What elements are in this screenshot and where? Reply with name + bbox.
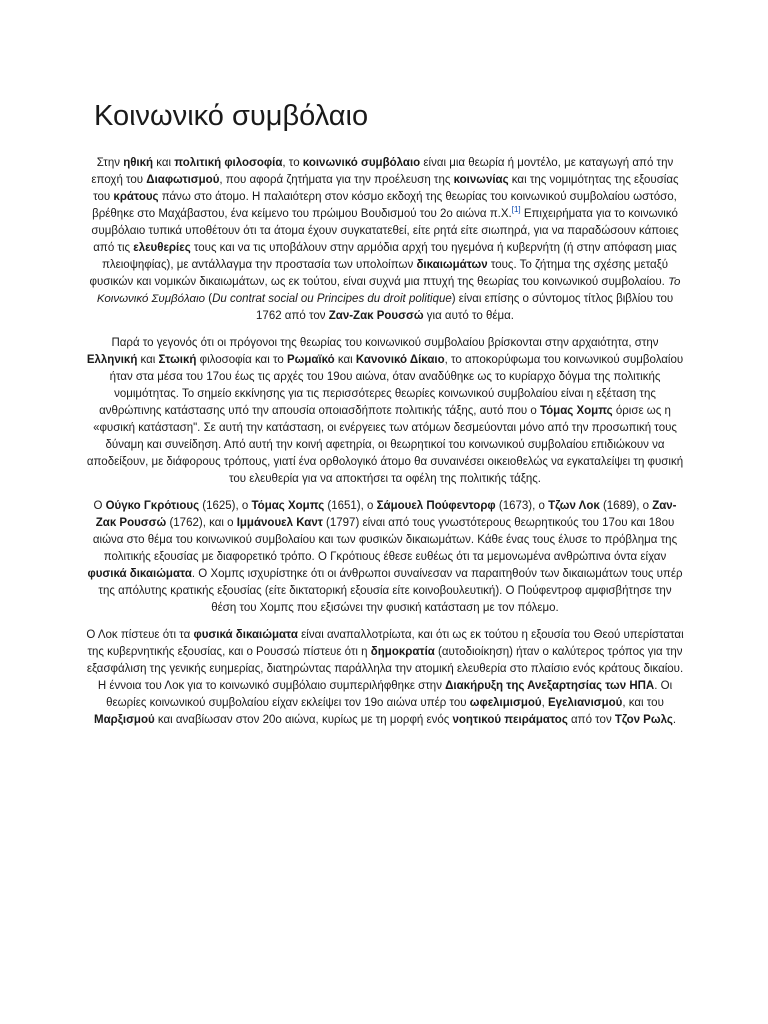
text-run: , το [282, 157, 303, 169]
linked-term: ελευθερίες [133, 242, 191, 254]
text-run: (1689), ο [599, 500, 653, 512]
text-run: (1625), ο [199, 500, 252, 512]
linked-term: Κανονικό Δίκαιο [355, 354, 445, 366]
text-run: Ο [93, 500, 106, 512]
text-run: Παρά το γεγονός ότι οι πρόγονοι της θεωρίας του κοινωνικού συμβολαίου βρίσκονται στην αρχαιότητα, στην [111, 337, 659, 349]
linked-term: δικαιωμάτων [416, 259, 488, 271]
text-run: όρισε ως η «φυσική κατάσταση". Σε αυτή την κατάσταση, οι ενέργειες των ατόμων δεσμεύονται μόνο από την προσωπική τους δύναμη και συνείδηση. Από αυτή την κοινή αφετηρία, οι θεωρητικοί του κοινωνικού συμβολαίου επιδιώκουν να αποδείξουν, με διάφορους τρόπους, γιατί ένα ορθολογικό άτομο θα συναινέσει οικειοθελώς να εγκαταλείψει τη φυσική του ελευθερία για να αποκτήσει τα οφέλη της πολιτικής τάξης. [86, 405, 684, 485]
text-run: είναι μια θεωρία ή μοντέλο, με καταγωγή από την εποχή του [91, 157, 674, 186]
linked-term: Ρωμαϊκό [286, 354, 335, 366]
text-run: (1797) είναι από τους γνωστότερους θεωρητικούς του 17ου και 18ου αιώνα στο θέμα του κοινωνικού συμβολαίου και των φυσικών δικαιωμάτων. Κάθε ένας τους έλυσε το πρόβλημα της πολιτικής εξουσίας με διαφορετικό τρόπο. Ο Γκρότιους έθεσε ευθέως ότι τα μεμονωμένα ανθρώπινα όντα είχαν [92, 517, 678, 563]
linked-term: πολιτική φιλοσοφία [174, 157, 283, 169]
text-run: και [137, 354, 159, 366]
paragraph-3 [86, 498, 684, 617]
linked-term: Διακήρυξη της Ανεξαρτησίας των ΗΠΑ [445, 680, 655, 692]
text-run: (αυτοδιοίκηση) ήταν ο καλύτερος τρόπος για την εξασφάλιση της γενικής ευημερίας, διατηρώντας παράλληλα την ατομική ελευθερία στο πλαίσιο ενός κράτους δικαίου. Η έννοια του Λοκ για το κοινωνικό συμβόλαιο συμπεριλήφθηκε στην [86, 646, 684, 692]
linked-term: Μαρξισμού [93, 714, 155, 726]
linked-term: κοινωνικό συμβόλαιο [302, 157, 421, 169]
text-run: Επιχειρήματα για το κοινωνικό συμβόλαιο τυπικά υποθέτουν ότι τα άτομα έχουν συγκατατεθεί, είτε ρητά είτε σιωπηρά, για να παραδώσουν κάποιες από τις [91, 208, 679, 254]
linked-term: Διαφωτισμού [146, 174, 220, 186]
page-title: Κοινωνικό συμβόλαιο [94, 100, 369, 132]
paragraph-1 [86, 155, 684, 325]
text-run: και της νομιμότητας της εξουσίας του [93, 174, 679, 203]
linked-term: Ελληνική [86, 354, 138, 366]
italic-text: Du contrat social ou Principes du droit politique [212, 293, 452, 305]
text-run: είναι αναπαλλοτρίωτα, και ότι ως εκ τούτου η εξουσία του Θεού υπερίσταται της κυβερνητικής εξουσίας, και ο Ρουσσώ πίστευε ότι η [87, 629, 684, 658]
text-run: (1673), ο [495, 500, 549, 512]
text-run: , που αφορά ζητήματα για την προέλευση της [219, 174, 454, 186]
linked-term: Σάμουελ Πούφεντορφ [376, 500, 496, 512]
linked-term: Ούγκο Γκρότιους [105, 500, 200, 512]
linked-term: Τόμας Χομπς [539, 405, 613, 417]
paragraph-4 [86, 627, 684, 729]
text-run: από τον [567, 714, 615, 726]
linked-term: Τόμας Χομπς [251, 500, 325, 512]
text-run: για αυτό το θέμα. [423, 310, 514, 322]
linked-term: Στωική [158, 354, 197, 366]
text-run: Στην [96, 157, 124, 169]
text-run: (1651), ο [324, 500, 377, 512]
linked-term: κράτους [113, 191, 159, 203]
text-run: ) είναι επίσης ο σύντομος τίτλος βιβλίου του 1762 από τον [256, 293, 674, 322]
text-run: και [153, 157, 175, 169]
linked-term: δημοκρατία [370, 646, 435, 658]
linked-term: Ζαν-Ζακ Ρουσσώ [95, 500, 677, 529]
text-run: , το αποκορύφωμα του κοινωνικού συμβολαίου ήταν στα μέσα του 17ου έως τις αρχές του 19ου αιώνα, όταν αναδύθηκε ως το κυρίαρχο δόγμα της πολιτικής νομιμότητας. Το σημείο εκκίνησης για τις περισσότερες θεωρίες κοινωνικού συμβολαίου είναι η εξέταση της ανθρώπινης κατάστασης υπό την απουσία οποιασδήποτε πολιτικής τάξης, αυτό που ο [99, 354, 684, 417]
linked-term: κοινωνίας [453, 174, 509, 186]
text-run: και αναβίωσαν στον 20ο αιώνα, κυρίως με τη μορφή ενός [154, 714, 453, 726]
text-run: . Ο Χομπς ισχυρίστηκε ότι οι άνθρωποι συναίνεσαν να παραιτηθούν των δικαιωμάτων τους υπέρ της απόλυτης κρατικής εξουσίας (είτε δικτατορική εξουσία είτε κοινοβουλευτική). Ο Πούφεντροφ αμφισβήτησε την θέση του Χομπς που εξισώνει την φυσική κατάσταση με τον πόλεμο. [98, 568, 683, 614]
linked-term: Εγελιανισμού [547, 697, 623, 709]
text-run: τους. Το ζήτημα της σχέσης μεταξύ φυσικών και νομικών δικαιωμάτων, ως εκ τούτου, είναι συχνά μια πτυχή της θεωρίας του κοινωνικού συμβολαίου. [89, 259, 669, 288]
linked-term: νοητικού πειράματος [452, 714, 568, 726]
text-run: ( [205, 293, 213, 305]
linked-term: Ιμμάνουελ Καντ [236, 517, 323, 529]
text-run: Ο Λοκ πίστευε ότι τα [86, 629, 194, 641]
text-run: και [334, 354, 356, 366]
italic-text: Το Κοινωνικό Συμβόλαιο [96, 276, 681, 305]
text-run: , [541, 697, 548, 709]
article-body [86, 155, 684, 739]
linked-term: ηθική [123, 157, 154, 169]
linked-term: ωφελιμισμού [469, 697, 542, 709]
citation-link[interactable]: [1] [511, 205, 521, 215]
paragraph-2 [86, 335, 684, 488]
text-run: (1762), και ο [166, 517, 237, 529]
text-run: τους και να τις υποβάλουν στην αρμόδια αρχή του ηγεμόνα ή κυβερνήτη (ή στην απόφαση μιας πλειοψηφίας), με αντάλλαγμα την προστασία των υπολοίπων [101, 242, 677, 271]
text-run: , και του [622, 697, 664, 709]
text-run: φιλοσοφία και το [196, 354, 287, 366]
linked-term: Τζων Λοκ [548, 500, 600, 512]
linked-term: φυσικά δικαιώματα [87, 568, 192, 580]
linked-term: Τζον Ρωλς [614, 714, 673, 726]
linked-term: Ζαν-Ζακ Ρουσσώ [328, 310, 424, 322]
text-run: . [672, 714, 677, 726]
text-run: . Οι θεωρίες κοινωνικού συμβολαίου είχαν εκλείψει τον 19ο αιώνα υπέρ του [106, 680, 673, 709]
text-run: πάνω στο άτομο. Η παλαιότερη στον κόσμο εκδοχή της θεωρίας του κοινωνικού συμβολαίου ωστόσο, βρέθηκε στο Μαχάβαστου, ένα κείμενο του πρώιμου Βουδισμού του 2ο αιώνα π.Χ. [92, 191, 677, 220]
linked-term: φυσικά δικαιώματα [193, 629, 298, 641]
